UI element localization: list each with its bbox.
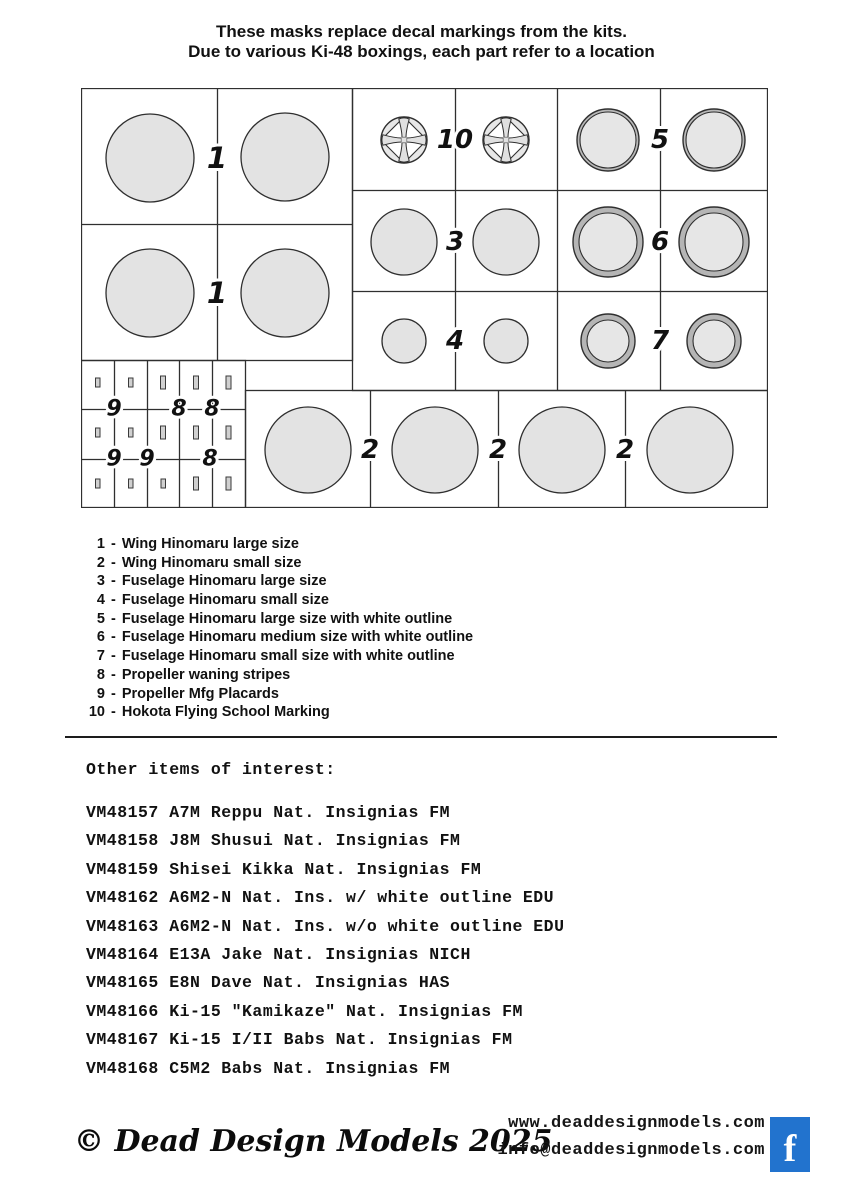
legend-number: 9 [96,685,105,702]
header-line-1: These masks replace decal markings from the kits. [215,22,628,41]
legend-item [82,667,473,686]
legend-dash: - [111,666,116,683]
legend-number: 5 [96,610,105,627]
legend-number: 8 [96,666,105,683]
label-2: 2 [360,435,380,465]
legend-number: 10 [88,704,105,721]
legend-dash: - [111,554,116,571]
hokota-marking-mask [483,117,529,163]
legend-number: 1 [96,536,105,552]
legend-text: Fuselage Hinomaru small size with white outline [121,648,455,665]
product-line: VM48158 J8M Shusui Nat. Insignias FM [86,831,461,851]
legend-item [82,629,473,648]
mask-layout-diagram [81,88,768,508]
facebook-icon [770,1117,810,1172]
label-8: 8 [202,446,218,472]
facebook-letter: f [783,1127,797,1170]
legend-dash: - [111,573,116,590]
label-1: 1 [206,276,228,310]
label-2: 2 [615,435,635,465]
label-8: 8 [171,396,187,422]
label-3: 3 [445,227,465,257]
propeller-strip-masks [96,376,232,490]
legend-text: Fuselage Hinomaru medium size with white outline [121,629,474,646]
legend-text: Propeller Mfg Placards [121,685,279,702]
label-9: 9 [106,446,122,472]
label-6: 6 [650,227,670,257]
label-5: 5 [650,125,670,155]
legend-item [82,686,473,705]
legend-text: Fuselage Hinomaru small size [121,592,329,609]
label-8: 8 [204,396,220,422]
product-line: VM48159 Shisei Kikka Nat. Insignias FM [86,859,482,879]
contact-block [497,1110,765,1164]
legend-text: Wing Hinomaru large size [121,536,299,552]
header-line-2: Due to various Ki-48 boxings, each part refer to a location [188,42,655,61]
product-line: VM48166 Ki-15 "Kamikaze" Nat. Insignias FM [86,1001,523,1021]
legend-number: 6 [96,629,105,646]
label-4: 4 [445,326,465,356]
mask-legend [82,536,473,723]
legend-dash: - [111,610,116,627]
label-9: 9 [106,396,122,422]
legend-number: 3 [96,573,105,590]
legend-text: Hokota Flying School Marking [121,704,330,721]
legend-text: Wing Hinomaru small size [121,554,302,571]
header [0,22,843,62]
label-2: 2 [488,435,508,465]
legend-item [82,573,473,592]
legend-number: 7 [96,648,105,665]
product-line: VM48164 E13A Jake Nat. Insignias NICH [86,944,471,964]
legend-dash: - [111,648,116,665]
email-address: info@deaddesignmodels.com [497,1141,765,1160]
label-1: 1 [206,141,228,175]
mask-diagram-svg [81,88,768,508]
website-url: www.deaddesignmodels.com [508,1114,765,1133]
product-line: VM48165 E8N Dave Nat. Insignias HAS [86,973,451,993]
legend-text: Fuselage Hinomaru large size [121,573,327,590]
label-7: 7 [650,326,670,356]
legend-item [82,648,473,667]
other-items-list [86,803,564,1087]
copyright-text: © Dead Design Models 2025 [74,1124,553,1159]
horizontal-divider [65,736,777,738]
legend-dash: - [111,592,116,609]
legend-item [82,592,473,611]
legend-dash: - [111,536,116,552]
product-line: VM48157 A7M Reppu Nat. Insignias FM [86,803,451,822]
legend-dash: - [111,685,116,702]
legend-number: 2 [96,554,105,571]
label-10: 10 [436,125,474,155]
legend-item [82,536,473,555]
hokota-marking-mask [381,117,427,163]
product-line: VM48168 C5M2 Babs Nat. Insignias FM [86,1058,451,1078]
legend-text: Propeller waning stripes [121,666,291,683]
other-items-title: Other items of interest: [86,760,336,779]
legend-item [82,611,473,630]
product-line: VM48163 A6M2-N Nat. Ins. w/o white outline EDU [86,916,565,936]
legend-text: Fuselage Hinomaru large size with white outline [121,610,453,627]
legend-item [82,704,473,723]
legend-item [82,555,473,574]
label-9: 9 [139,446,155,472]
product-line: VM48162 A6M2-N Nat. Ins. w/ white outline EDU [86,888,555,908]
legend-dash: - [111,704,116,721]
legend-dash: - [111,629,116,646]
legend-number: 4 [96,592,105,609]
product-line: VM48167 Ki-15 I/II Babs Nat. Insignias FM [86,1030,513,1050]
